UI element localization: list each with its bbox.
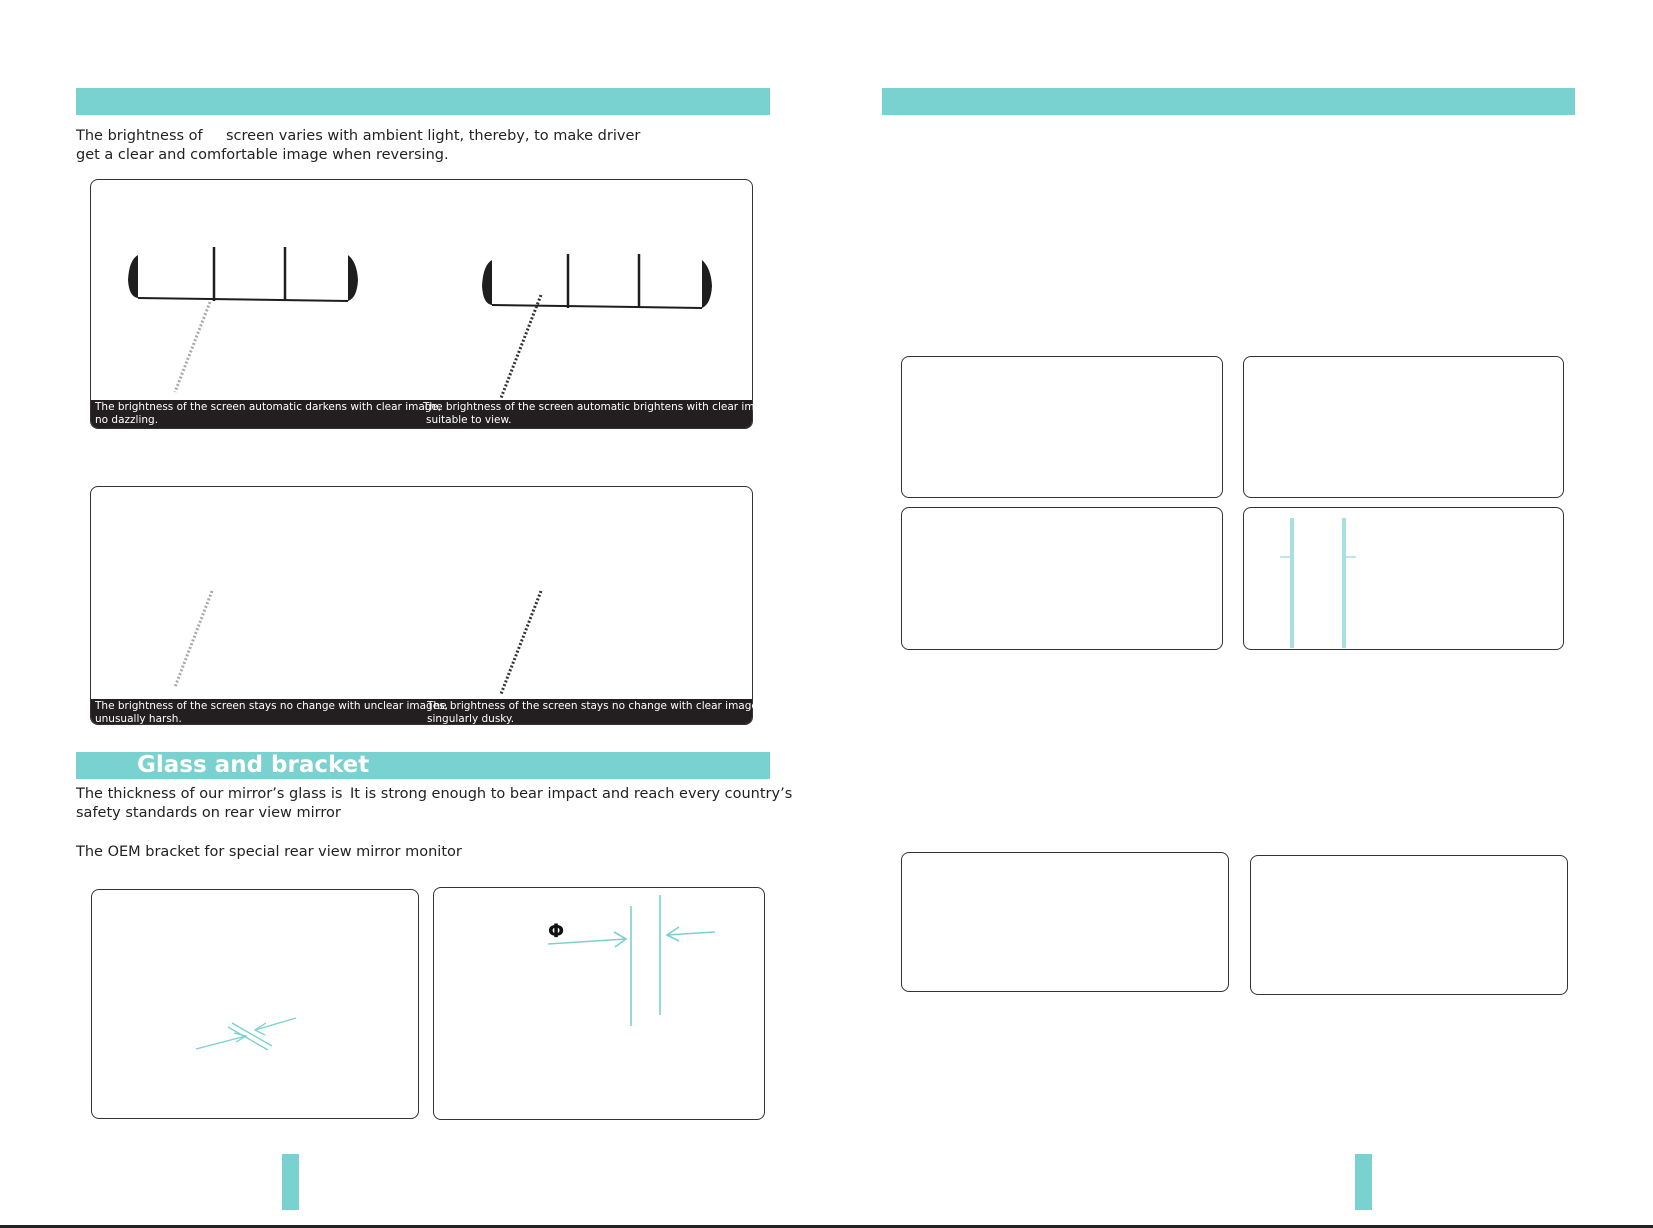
clear-images-dusky-caption: The brightness of the screen stays no change with clear images, singularly dusky. <box>427 700 767 725</box>
right-image-frame-3 <box>901 507 1223 650</box>
right-page-marker <box>1355 1154 1372 1210</box>
diameter-symbol: Φ <box>548 920 565 942</box>
auto-brightness-caption-band <box>91 400 783 428</box>
bracket-diameter-image-frame <box>433 887 765 1120</box>
fixed-brightness-panel <box>90 486 767 725</box>
right-image-frame-6 <box>1250 855 1568 995</box>
auto-brightens-caption: The brightness of the screen automatic brightens with clear images, suitable to view. <box>423 401 783 426</box>
unclear-images-caption: The brightness of the screen stays no change with unclear images, unusually harsh. <box>95 700 448 725</box>
glass-thickness-image-frame <box>91 889 419 1119</box>
right-image-frame-2 <box>1243 356 1564 498</box>
right-image-frame-1 <box>901 356 1223 498</box>
brightness-intro-line1-part1: The brightness of <box>76 128 203 144</box>
oem-bracket-text: The OEM bracket for special rear view mirror monitor <box>76 844 462 860</box>
right-image-frame-4 <box>1243 507 1564 650</box>
glass-thickness-line2: safety standards on rear view mirror <box>76 805 341 821</box>
bracket-diameter-arrows <box>434 888 766 1121</box>
glass-thickness-line1-part2: It is strong enough to bear impact and reach every country’s <box>350 786 793 802</box>
brightness-intro-line1-part2: screen varies with ambient light, thereby, to make driver <box>226 128 641 144</box>
right-page-header-bar <box>882 88 1575 115</box>
glass-thickness-line1-part1: The thickness of our mirror’s glass is <box>76 786 343 802</box>
fixed-brightness-caption-band <box>91 699 767 725</box>
brightness-intro-line2: get a clear and comfortable image when reversing. <box>76 147 449 163</box>
auto-darkens-caption: The brightness of the screen automatic darkens with clear image, no dazzling. <box>95 401 442 426</box>
right-frame-4-guides <box>1244 508 1565 651</box>
glass-thickness-arrows <box>92 890 420 1120</box>
glass-section-title: Glass and bracket <box>137 752 370 778</box>
auto-brightness-panel <box>90 179 783 429</box>
left-page-marker <box>282 1154 299 1210</box>
brightness-section-header-bar <box>76 88 770 115</box>
fixed-brightness-pointers <box>91 487 754 726</box>
mirror-illustration-right <box>91 180 754 430</box>
right-image-frame-5 <box>901 852 1229 992</box>
